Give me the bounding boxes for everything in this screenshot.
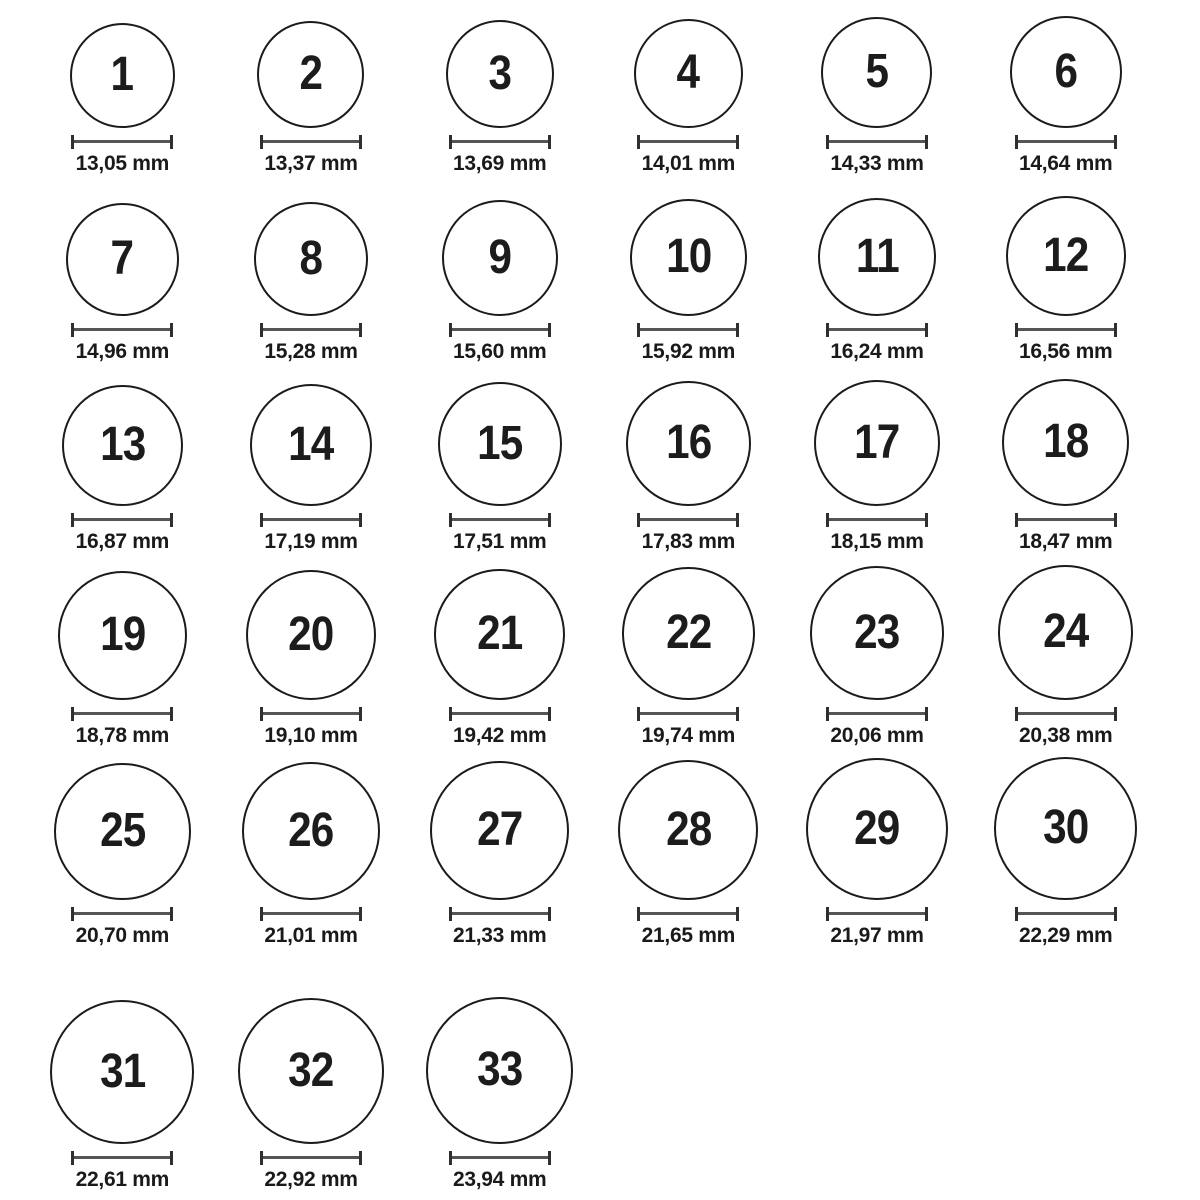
- measure-bar: [829, 328, 925, 331]
- ring-circle: [50, 1000, 194, 1144]
- diameter-measure-line: [449, 707, 551, 721]
- ring-circle: [622, 567, 755, 700]
- ring-circle: [238, 998, 384, 1144]
- measure-tick-right-icon: [170, 707, 173, 721]
- diameter-label: 18,15 mm: [830, 529, 924, 553]
- diameter-measure-line: [260, 907, 362, 921]
- diameter-measure-line: [826, 135, 928, 149]
- measure-bar: [74, 712, 170, 715]
- measure-bar: [1018, 140, 1114, 143]
- measure-tick-right-icon: [925, 707, 928, 721]
- ring-circle: [254, 202, 368, 316]
- measure-tick-right-icon: [1114, 513, 1117, 527]
- diameter-measure-line: [449, 907, 551, 921]
- ring-circle: [626, 381, 751, 506]
- measure-bar: [74, 518, 170, 521]
- diameter-measure-line: [826, 707, 928, 721]
- diameter-label: 17,51 mm: [452, 529, 547, 553]
- measure-bar: [452, 712, 548, 715]
- diameter-measure-line: [637, 707, 739, 721]
- diameter-measure-line: [637, 135, 739, 149]
- diameter-measure-line: [1015, 707, 1117, 721]
- diameter-label: 16,56 mm: [1018, 339, 1113, 363]
- diameter-measure-line: [71, 907, 173, 921]
- diameter-measure-line: [637, 513, 739, 527]
- measure-bar: [452, 140, 548, 143]
- diameter-measure-line: [449, 135, 551, 149]
- ring-size-cell: [50, 956, 194, 1200]
- ring-circle: [70, 23, 175, 128]
- ring-size-number: 21: [477, 607, 523, 661]
- ring-size-cell: [442, 184, 558, 372]
- measure-tick-right-icon: [359, 135, 362, 149]
- measure-tick-right-icon: [359, 323, 362, 337]
- measure-tick-right-icon: [170, 323, 173, 337]
- diameter-label: 15,28 mm: [264, 339, 358, 363]
- ring-size-number: 29: [854, 801, 900, 855]
- ring-circle: [54, 763, 191, 900]
- diameter-measure-line: [826, 513, 928, 527]
- measure-tick-right-icon: [925, 907, 928, 921]
- ring-circle: [634, 19, 743, 128]
- measure-tick-right-icon: [548, 135, 551, 149]
- ring-size-number: 33: [477, 1043, 523, 1097]
- diameter-measure-line: [449, 1151, 551, 1165]
- ring-size-cell: [430, 756, 569, 956]
- diameter-label: 13,05 mm: [75, 151, 169, 175]
- measure-tick-right-icon: [1114, 707, 1117, 721]
- diameter-label: 22,61 mm: [75, 1167, 169, 1191]
- measure-bar: [452, 1156, 548, 1159]
- ring-size-cell: [246, 562, 376, 756]
- measure-bar: [263, 712, 359, 715]
- ring-size-cell: [446, 0, 554, 184]
- ring-size-cell: [70, 0, 175, 184]
- diameter-measure-line: [260, 323, 362, 337]
- measure-bar: [263, 518, 359, 521]
- diameter-label: 20,38 mm: [1018, 723, 1113, 747]
- diameter-measure-line: [1015, 323, 1117, 337]
- ring-circle: [257, 21, 364, 128]
- diameter-label: 17,19 mm: [264, 529, 358, 553]
- ring-size-number: 4: [677, 46, 700, 100]
- measure-bar: [829, 712, 925, 715]
- ring-circle: [1002, 379, 1129, 506]
- diameter-measure-line: [1015, 513, 1117, 527]
- measure-bar: [640, 328, 736, 331]
- diameter-label: 18,47 mm: [1018, 529, 1113, 553]
- measure-bar: [640, 518, 736, 521]
- diameter-measure-line: [637, 323, 739, 337]
- ring-size-cell: [634, 0, 743, 184]
- diameter-label: 19,10 mm: [264, 723, 358, 747]
- ring-size-cell: [54, 756, 191, 956]
- ring-size-cell: [998, 562, 1133, 756]
- ring-size-cell: [426, 956, 573, 1200]
- diameter-label: 16,87 mm: [75, 529, 169, 553]
- diameter-measure-line: [637, 907, 739, 921]
- ring-size-cell: [62, 372, 183, 562]
- diameter-label: 23,94 mm: [452, 1167, 547, 1191]
- ring-size-number: 7: [111, 232, 134, 286]
- ring-size-cell: [626, 372, 751, 562]
- measure-tick-right-icon: [170, 1151, 173, 1165]
- diameter-measure-line: [71, 513, 173, 527]
- measure-tick-right-icon: [925, 135, 928, 149]
- diameter-label: 13,69 mm: [452, 151, 547, 175]
- diameter-label: 18,78 mm: [75, 723, 169, 747]
- ring-circle: [618, 760, 758, 900]
- measure-bar: [640, 140, 736, 143]
- diameter-measure-line: [71, 1151, 173, 1165]
- measure-tick-right-icon: [736, 323, 739, 337]
- measure-bar: [1018, 712, 1114, 715]
- ring-size-number: 22: [665, 606, 711, 660]
- diameter-label: 21,33 mm: [452, 923, 547, 947]
- ring-circle: [998, 565, 1133, 700]
- ring-size-number: 27: [477, 803, 523, 857]
- measure-bar: [829, 140, 925, 143]
- measure-bar: [1018, 912, 1114, 915]
- diameter-measure-line: [826, 907, 928, 921]
- ring-size-number: 2: [299, 47, 323, 101]
- ring-circle: [1010, 16, 1122, 128]
- ring-size-number: 8: [299, 231, 323, 285]
- ring-size-number: 1: [111, 48, 134, 102]
- diameter-measure-line: [71, 323, 173, 337]
- ring-size-cell: [622, 562, 755, 756]
- ring-size-number: 11: [855, 229, 899, 283]
- ring-size-cell: [434, 562, 565, 756]
- ring-size-number: 25: [99, 804, 145, 858]
- ring-size-number: 3: [488, 46, 511, 100]
- measure-tick-right-icon: [548, 707, 551, 721]
- ring-size-number: 26: [288, 803, 334, 857]
- ring-size-number: 28: [665, 802, 711, 856]
- ring-size-number: 5: [865, 45, 889, 99]
- diameter-measure-line: [260, 1151, 362, 1165]
- measure-bar: [74, 1156, 170, 1159]
- measure-tick-right-icon: [548, 1151, 551, 1165]
- ring-circle: [62, 385, 183, 506]
- measure-tick-right-icon: [170, 513, 173, 527]
- ring-size-number: 30: [1043, 801, 1089, 855]
- diameter-label: 15,92 mm: [641, 339, 735, 363]
- ring-size-cell: [254, 184, 368, 372]
- ring-circle: [242, 762, 380, 900]
- diameter-label: 13,37 mm: [264, 151, 358, 175]
- measure-tick-right-icon: [359, 707, 362, 721]
- diameter-measure-line: [260, 513, 362, 527]
- diameter-measure-line: [826, 323, 928, 337]
- ring-size-number: 17: [854, 415, 900, 469]
- ring-circle: [818, 198, 936, 316]
- measure-tick-right-icon: [925, 513, 928, 527]
- ring-size-number: 9: [488, 230, 511, 284]
- ring-circle: [250, 384, 372, 506]
- measure-tick-right-icon: [548, 323, 551, 337]
- ring-size-number: 13: [99, 418, 145, 472]
- ring-size-cell: [630, 184, 747, 372]
- measure-tick-right-icon: [1114, 135, 1117, 149]
- diameter-label: 21,65 mm: [641, 923, 735, 947]
- ring-size-number: 20: [288, 607, 334, 661]
- ring-size-cell: [66, 184, 179, 372]
- measure-tick-right-icon: [1114, 323, 1117, 337]
- measure-tick-right-icon: [925, 323, 928, 337]
- ring-size-cell: [1002, 372, 1129, 562]
- measure-bar: [263, 140, 359, 143]
- ring-circle: [446, 20, 554, 128]
- ring-size-number: 32: [288, 1043, 334, 1097]
- diameter-label: 14,64 mm: [1018, 151, 1113, 175]
- diameter-label: 21,97 mm: [830, 923, 924, 947]
- ring-circle: [66, 203, 179, 316]
- measure-bar: [452, 328, 548, 331]
- measure-bar: [263, 328, 359, 331]
- ring-size-number: 12: [1043, 228, 1089, 282]
- ring-size-cell: [618, 756, 758, 956]
- ring-circle: [810, 566, 944, 700]
- measure-bar: [1018, 328, 1114, 331]
- ring-size-number: 10: [665, 230, 711, 284]
- diameter-label: 20,06 mm: [830, 723, 924, 747]
- measure-tick-right-icon: [736, 513, 739, 527]
- diameter-measure-line: [71, 707, 173, 721]
- measure-bar: [829, 518, 925, 521]
- measure-tick-right-icon: [1114, 907, 1117, 921]
- measure-bar: [829, 912, 925, 915]
- ring-size-number: 31: [99, 1044, 145, 1098]
- diameter-label: 22,29 mm: [1018, 923, 1113, 947]
- ring-size-number: 14: [288, 417, 334, 471]
- ring-circle: [821, 17, 932, 128]
- ring-circle: [434, 569, 565, 700]
- measure-bar: [74, 140, 170, 143]
- ring-circle: [806, 758, 948, 900]
- ring-size-cell: [1006, 184, 1126, 372]
- ring-size-cell: [810, 562, 944, 756]
- ring-circle: [1006, 196, 1126, 316]
- diameter-label: 17,83 mm: [641, 529, 735, 553]
- diameter-label: 14,96 mm: [75, 339, 169, 363]
- ring-size-cell: [1010, 0, 1122, 184]
- diameter-measure-line: [1015, 907, 1117, 921]
- diameter-measure-line: [449, 513, 551, 527]
- ring-circle: [814, 380, 940, 506]
- ring-size-cell: [814, 372, 940, 562]
- diameter-label: 20,70 mm: [75, 923, 169, 947]
- measure-tick-right-icon: [736, 907, 739, 921]
- ring-size-number: 15: [477, 416, 523, 470]
- ring-size-cell: [242, 756, 380, 956]
- diameter-label: 19,74 mm: [641, 723, 735, 747]
- measure-tick-right-icon: [359, 907, 362, 921]
- ring-size-cell: [238, 956, 384, 1200]
- diameter-label: 15,60 mm: [452, 339, 547, 363]
- ring-circle: [58, 571, 187, 700]
- measure-tick-right-icon: [170, 135, 173, 149]
- diameter-label: 21,01 mm: [264, 923, 358, 947]
- ring-size-number: 16: [665, 416, 711, 470]
- ring-size-cell: [438, 372, 562, 562]
- measure-tick-right-icon: [548, 513, 551, 527]
- measure-bar: [1018, 518, 1114, 521]
- measure-bar: [452, 912, 548, 915]
- ring-size-number: 18: [1043, 415, 1089, 469]
- diameter-measure-line: [449, 323, 551, 337]
- ring-circle: [246, 570, 376, 700]
- measure-tick-right-icon: [359, 513, 362, 527]
- ring-size-number: 24: [1043, 605, 1089, 659]
- diameter-measure-line: [1015, 135, 1117, 149]
- measure-tick-right-icon: [736, 707, 739, 721]
- ring-circle: [630, 199, 747, 316]
- ring-size-cell: [818, 184, 936, 372]
- ring-circle: [994, 757, 1137, 900]
- measure-tick-right-icon: [170, 907, 173, 921]
- measure-bar: [452, 518, 548, 521]
- ring-circle: [426, 997, 573, 1144]
- measure-tick-right-icon: [548, 907, 551, 921]
- measure-bar: [74, 328, 170, 331]
- measure-tick-right-icon: [359, 1151, 362, 1165]
- ring-size-cell: [821, 0, 932, 184]
- ring-circle: [430, 761, 569, 900]
- diameter-label: 16,24 mm: [830, 339, 924, 363]
- measure-bar: [263, 1156, 359, 1159]
- diameter-measure-line: [260, 135, 362, 149]
- ring-size-cell: [58, 562, 187, 756]
- ring-circle: [438, 382, 562, 506]
- ring-size-number: 6: [1054, 44, 1077, 98]
- diameter-measure-line: [260, 707, 362, 721]
- measure-bar: [74, 912, 170, 915]
- ring-size-cell: [806, 756, 948, 956]
- ring-circle: [442, 200, 558, 316]
- measure-bar: [640, 712, 736, 715]
- measure-bar: [640, 912, 736, 915]
- diameter-label: 22,92 mm: [264, 1167, 358, 1191]
- ring-size-cell: [994, 756, 1137, 956]
- ring-size-cell: [257, 0, 364, 184]
- measure-tick-right-icon: [736, 135, 739, 149]
- ring-size-number: 19: [99, 608, 145, 662]
- diameter-measure-line: [71, 135, 173, 149]
- diameter-label: 19,42 mm: [452, 723, 547, 747]
- diameter-label: 14,01 mm: [641, 151, 735, 175]
- ring-size-cell: [250, 372, 372, 562]
- diameter-label: 14,33 mm: [830, 151, 924, 175]
- measure-bar: [263, 912, 359, 915]
- ring-size-number: 23: [854, 605, 900, 659]
